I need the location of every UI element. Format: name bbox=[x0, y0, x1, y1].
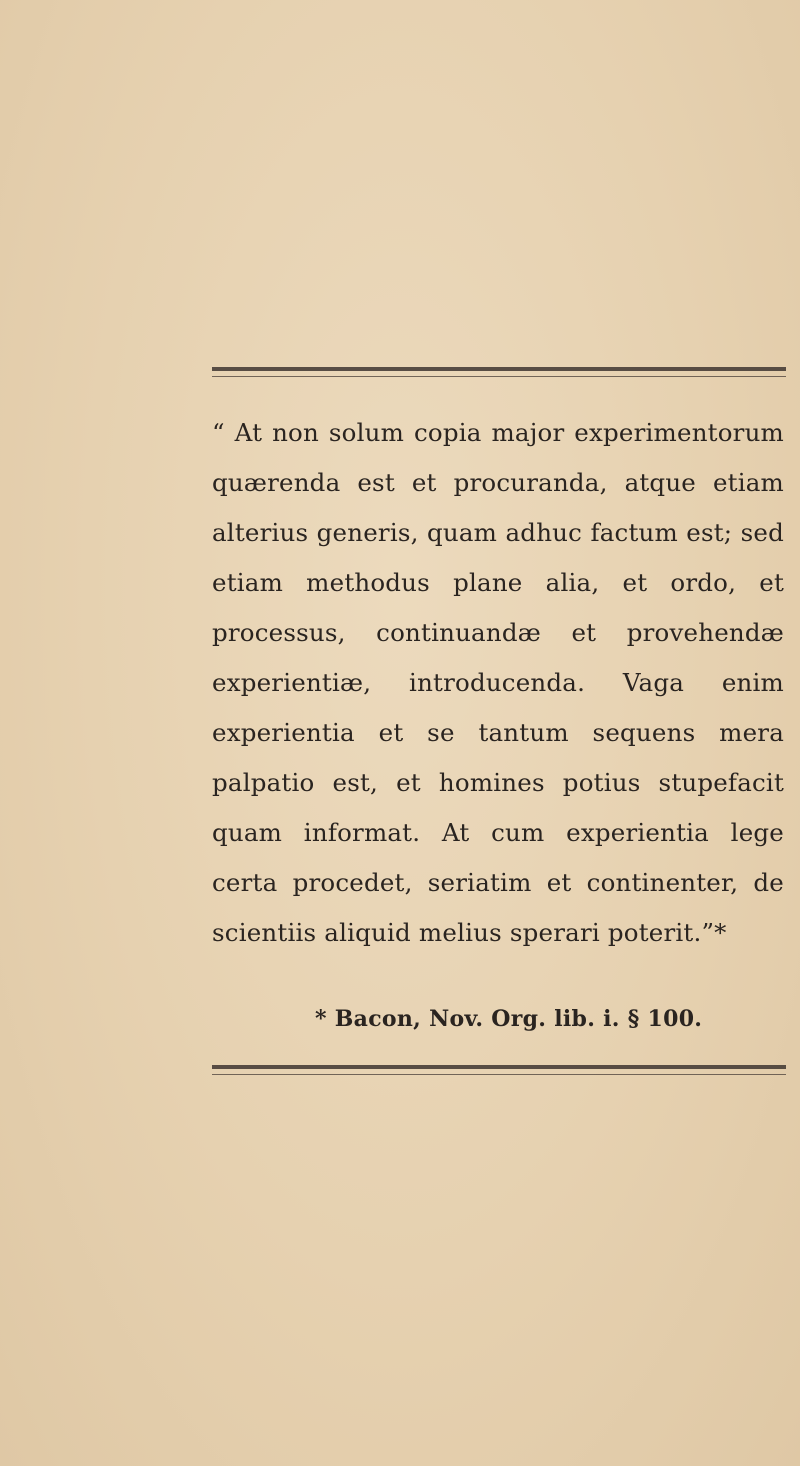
top-rule-thin bbox=[212, 376, 786, 377]
footnote: * Bacon, Nov. Org. lib. i. § 100. bbox=[315, 1006, 703, 1032]
quote-paragraph: “ At non solum copia major experimentorum quærenda est et procuranda, atque etiam alterius generis, quam adhuc factum est; sed etiam methodus plane alia, et ordo, et processus, continuandæ et provehendæ experientiæ, introducenda. Vaga enim experientia et se tantum sequens mera palpatio est, et homines potius stupefacit quam informat. At cum experientia lege certa procedet, seriatim et continenter, de scientiis aliquid melius sperari poterit.”* bbox=[212, 418, 784, 947]
bottom-rule-thin bbox=[212, 1074, 786, 1075]
top-rule bbox=[212, 367, 786, 371]
bottom-rule bbox=[212, 1065, 786, 1069]
